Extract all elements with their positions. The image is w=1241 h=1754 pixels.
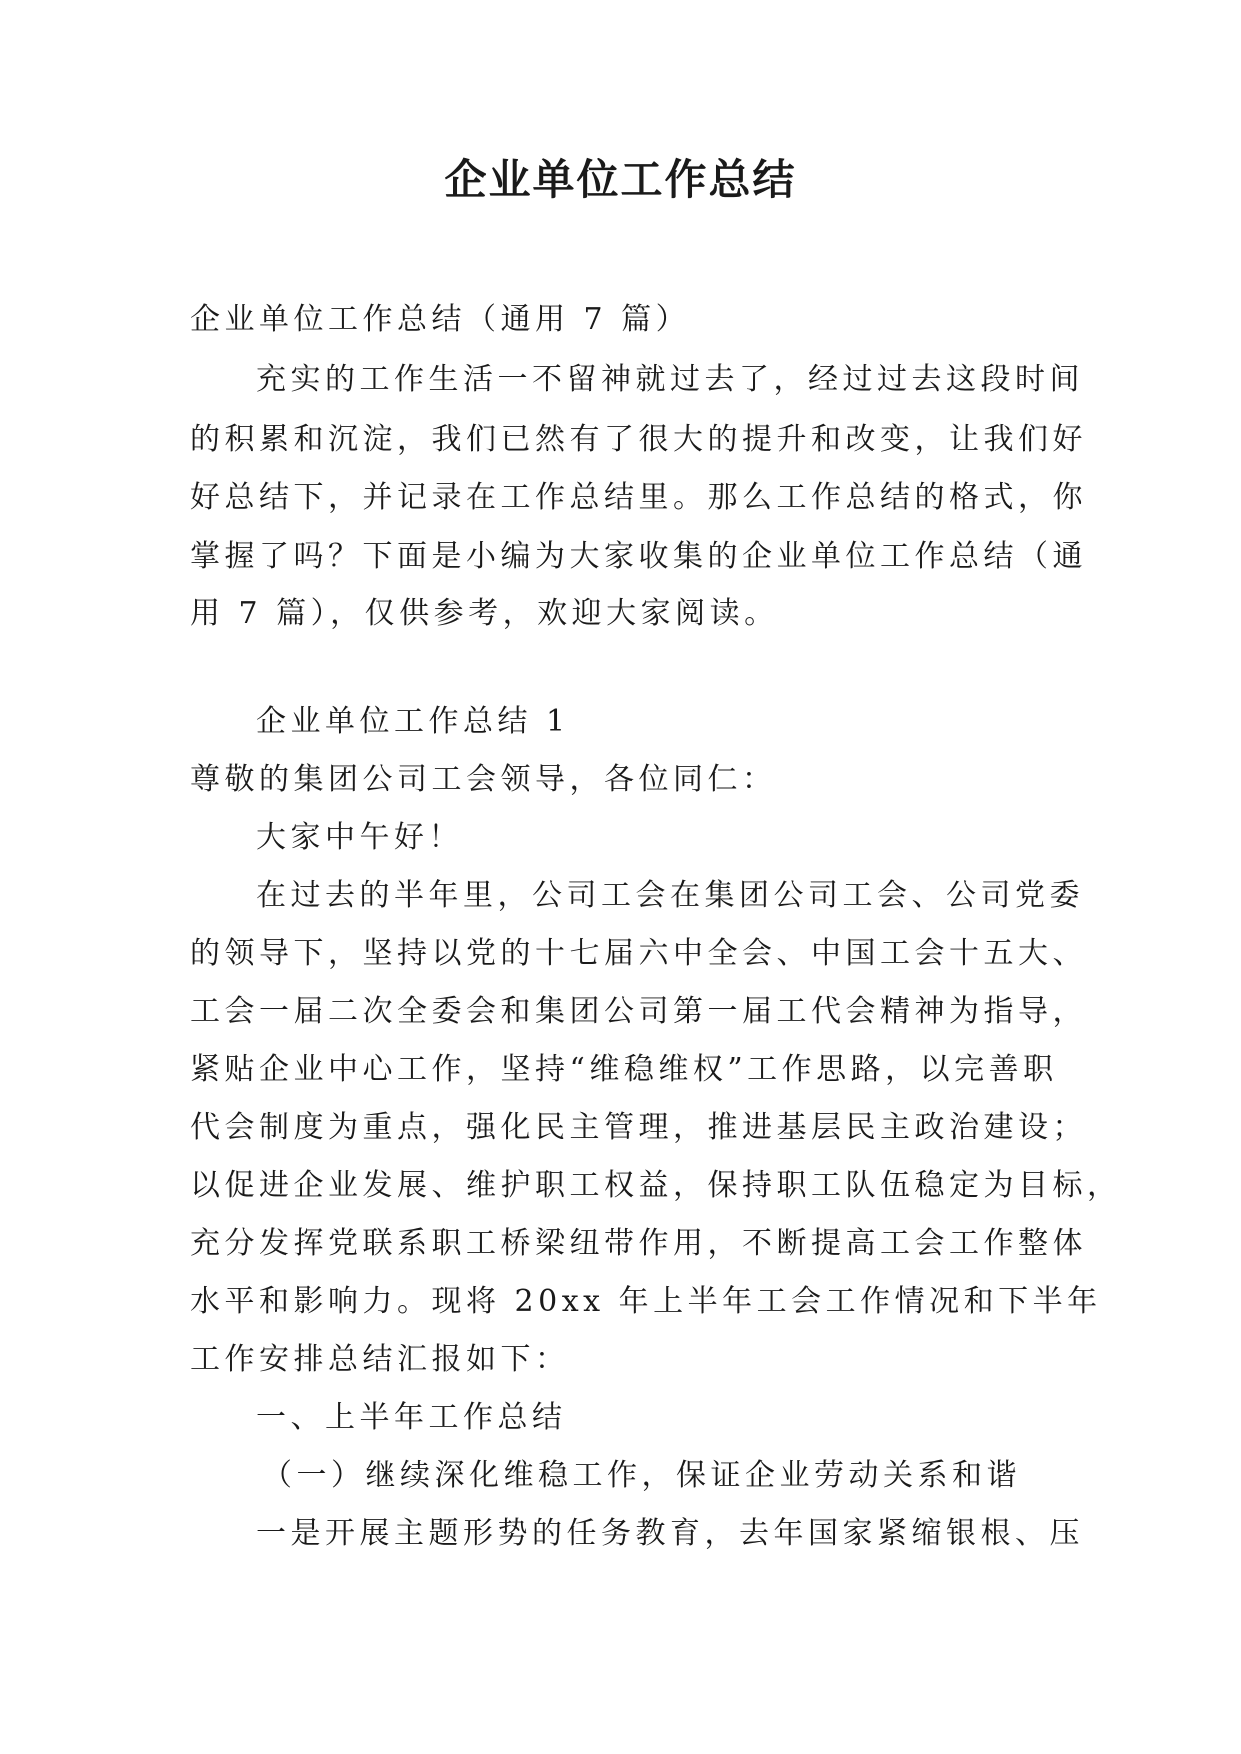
subtitle-line: 企业单位工作总结（通用 7 篇） [190,302,691,337]
paragraph-line: 代会制度为重点，强化民主管理，推进基层民主政治建设； [190,1110,1087,1145]
paragraph-line: 紧贴企业中心工作，坚持“维稳维权”工作思路，以完善职 [190,1052,1058,1087]
paragraph-line: 以促进企业发展、维护职工权益，保持职工队伍稳定为目标， [190,1168,1122,1203]
paragraph-line: 的领导下，坚持以党的十七届六中全会、中国工会十五大、 [190,936,1087,971]
paragraph-line: 掌握了吗？下面是小编为大家收集的企业单位工作总结（通 [190,539,1087,574]
section-heading: 一、上半年工作总结 [256,1400,567,1435]
document-title: 企业单位工作总结 [444,155,797,204]
paragraph-line: 水平和影响力。现将 20xx 年上半年工会工作情况和下半年 [190,1284,1102,1319]
section-heading: 企业单位工作总结 1 [256,704,570,739]
paragraph-line: 工会一届二次全委会和集团公司第一届工代会精神为指导， [190,994,1087,1029]
paragraph-line: 充分发挥党联系职工桥梁纽带作用，不断提高工会工作整体 [190,1226,1087,1261]
greeting-line: 大家中午好！ [256,820,463,855]
paragraph-line: 在过去的半年里，公司工会在集团公司工会、公司党委 [256,878,1084,913]
paragraph-line: 好总结下，并记录在工作总结里。那么工作总结的格式，你 [190,480,1087,515]
paragraph-line: 用 7 篇），仅供参考，欢迎大家阅读。 [190,596,779,631]
paragraph-line: 的积累和沉淀，我们已然有了很大的提升和改变，让我们好 [190,422,1087,457]
salutation-line: 尊敬的集团公司工会领导，各位同仁： [190,762,777,797]
paragraph-line: 一是开展主题形势的任务教育，去年国家紧缩银根、压 [256,1516,1084,1551]
subsection-heading: （一）继续深化维稳工作，保证企业劳动关系和谐 [262,1458,1021,1493]
paragraph-line: 充实的工作生活一不留神就过去了，经过过去这段时间 [256,362,1084,397]
paragraph-line: 工作安排总结汇报如下： [190,1342,570,1377]
